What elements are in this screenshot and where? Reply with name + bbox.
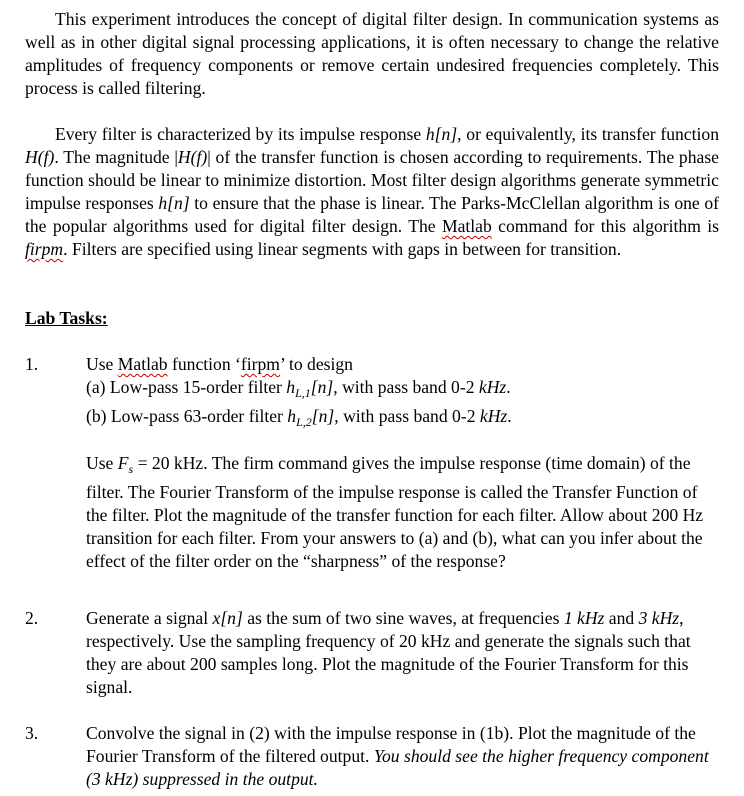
text-run: , with pass band 0-2 bbox=[334, 406, 480, 426]
text-run: Every filter is characterized by its impulse response bbox=[55, 124, 426, 144]
text-run: command for this algorithm is bbox=[491, 216, 719, 236]
text-run: | of the transfer function is chosen according to requirements. The phase function should be linear to minimize distortion. Most filter design algorithms generate symmetric impulse responses bbox=[25, 147, 719, 213]
math-h-n: h[n] bbox=[425, 124, 458, 144]
task-number: 3. bbox=[25, 723, 39, 743]
math-n: [n] bbox=[311, 406, 335, 426]
text-run: . The magnitude | bbox=[54, 147, 178, 167]
task-1-line-a bbox=[86, 376, 719, 405]
lab-tasks-heading: Lab Tasks: bbox=[25, 308, 108, 328]
italic-note: You should see the higher frequency component (3 kHz) suppressed in the output. bbox=[86, 746, 709, 789]
intro-paragraph-2 bbox=[25, 123, 719, 261]
math-h: h bbox=[287, 406, 297, 426]
spellcheck-word-firpm: firpm bbox=[240, 354, 280, 374]
math-F: F bbox=[117, 453, 129, 473]
task-1-paragraph bbox=[86, 452, 719, 573]
frequency-2: 3 kHz bbox=[638, 608, 680, 628]
spellcheck-word-firpm: firpm bbox=[25, 239, 64, 259]
text-run: ’ to design bbox=[280, 354, 353, 374]
unit-khz: kHz bbox=[479, 406, 508, 426]
math-H-f: H(f) bbox=[177, 147, 208, 167]
math-h: h bbox=[286, 377, 296, 397]
text-run: . Filters are specified using linear segments with gaps in between for transition. bbox=[63, 239, 622, 259]
text-run: and bbox=[604, 608, 639, 628]
text-run: = 20 kHz. The firm command gives the impulse response (time domain) of the filter. The Fourier Transform of the impulse response is called the Transfer Function of the filter. Plot the magnitude of the transfer function for each filter. Allow about 200 Hz transition for each filter. From your answers to (a) and (b), what can you infer about the effect of the filter order on the “sharpness” of the response? bbox=[86, 453, 704, 571]
frequency-1: 1 kHz bbox=[563, 608, 605, 628]
text-run: . bbox=[506, 377, 511, 397]
task-number: 1. bbox=[25, 354, 39, 374]
text-run: , with pass band 0-2 bbox=[333, 377, 479, 397]
task-1-line-b bbox=[86, 405, 719, 434]
text-run: Generate a signal bbox=[86, 608, 213, 628]
spellcheck-word-matlab: Matlab bbox=[117, 354, 168, 374]
text-run: (a) Low-pass 15-order filter bbox=[86, 377, 287, 397]
text-run: to ensure that the phase is linear. The Parks-McClellan algorithm is one of the popular algorithms used for digital filter design. The bbox=[25, 193, 719, 236]
text-run: , respectively. Use the sampling frequency of 20 kHz and generate the signals such that they are about 200 samples long. Plot the magnitude of the Fourier Transform for this signal. bbox=[86, 608, 691, 697]
task-number: 2. bbox=[25, 608, 39, 628]
task-body bbox=[86, 353, 719, 434]
text-run: Use bbox=[86, 354, 118, 374]
text-run: Convolve the signal in (2) with the impulse response in (1b). Plot the magnitude of the Fourier Transform of the filtered output. bbox=[86, 723, 696, 766]
spellcheck-word-matlab: Matlab bbox=[441, 216, 492, 236]
task-3-paragraph bbox=[86, 722, 719, 791]
text-run: function ‘ bbox=[167, 354, 241, 374]
math-h-n: h[n] bbox=[158, 193, 190, 213]
math-subscript: L,2 bbox=[296, 415, 312, 429]
intro-paragraph-1-text: This experiment introduces the concept of digital filter design. In communication systems as well as in other digital signal processing applications, it is often necessary to change the relative amplitudes of frequency components or remove certain undesired frequencies completely. This process is called filtering. bbox=[25, 9, 719, 98]
task-2-paragraph bbox=[86, 607, 719, 699]
text-run: Use bbox=[86, 453, 118, 473]
math-subscript: s bbox=[128, 462, 134, 476]
task-1-line-1 bbox=[86, 353, 719, 376]
text-run: as the sum of two sine waves, at frequencies bbox=[242, 608, 564, 628]
text-run: , or equivalently, its transfer function bbox=[457, 124, 719, 144]
text-run: (b) Low-pass 63-order filter bbox=[86, 406, 288, 426]
math-subscript: L,1 bbox=[295, 386, 311, 400]
unit-khz: kHz bbox=[478, 377, 507, 397]
text-run: . bbox=[507, 406, 512, 426]
math-n: [n] bbox=[310, 377, 334, 397]
intro-paragraph-1 bbox=[25, 8, 719, 100]
math-H-f: H(f) bbox=[25, 147, 55, 167]
math-x-n: x[n] bbox=[212, 608, 243, 628]
